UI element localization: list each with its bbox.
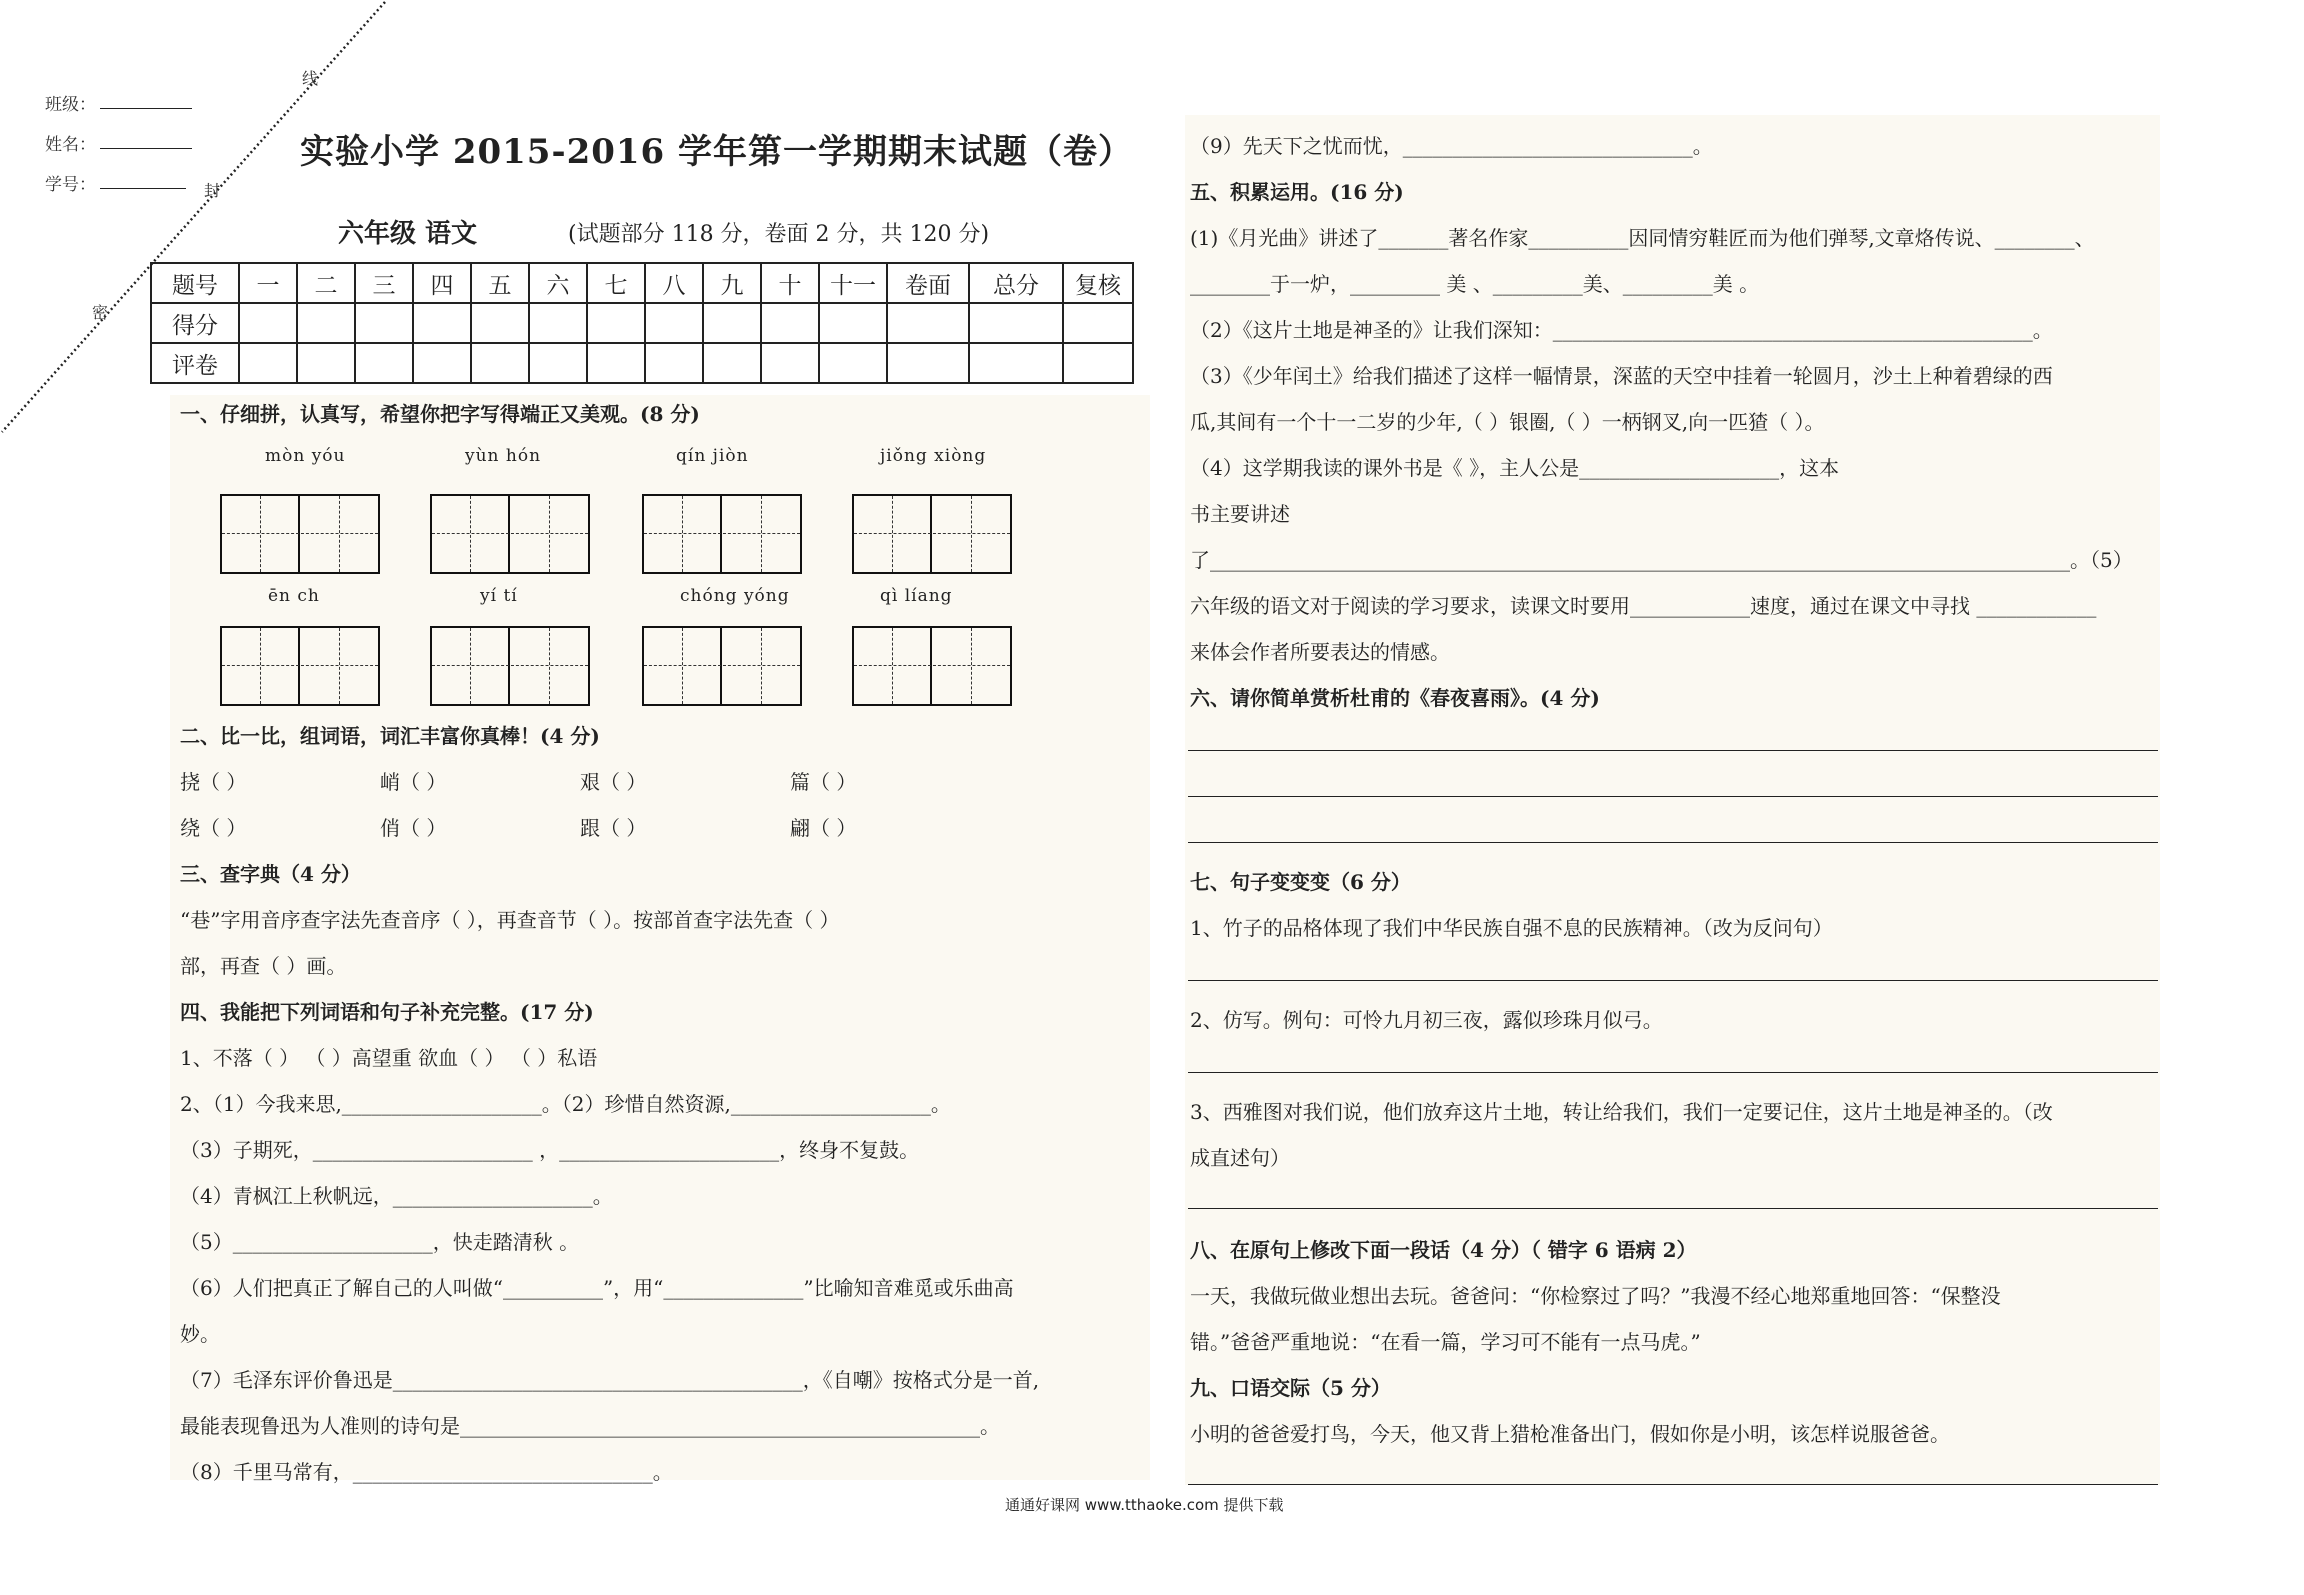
writing-grid[interactable] (852, 494, 1012, 574)
score-header-cell: 十 (761, 263, 819, 303)
fill-in-line[interactable]: 了______________________________________________________________________________________。（5） (1190, 548, 2133, 572)
writing-grid[interactable] (220, 626, 380, 706)
answer-line[interactable] (1188, 1072, 2158, 1073)
seal-char-line: 线 (302, 69, 319, 88)
compare-word[interactable]: 峭（ ） (380, 770, 447, 794)
score-cell[interactable] (413, 303, 471, 343)
question-text: 小明的爸爸爱打鸟，今天，他又背上猎枪准备出门，假如你是小明，该怎样说服爸爸。 (1190, 1422, 1950, 1446)
score-header-cell: 复核 (1063, 263, 1133, 303)
seal-char-seal: 封 (204, 181, 221, 200)
score-cell[interactable] (297, 303, 355, 343)
fill-in-line[interactable]: （5）____________________，快走踏清秋 。 (180, 1230, 580, 1254)
compare-word[interactable]: 跟（ ） (580, 816, 647, 840)
question-text: 成直述句） (1190, 1146, 1290, 1170)
compare-word[interactable]: 艰（ ） (580, 770, 647, 794)
grader-cell[interactable] (587, 343, 645, 383)
paragraph-text[interactable]: 一天，我做玩做业想出去玩。爸爸问：“你检察过了吗？”我漫不经心地郑重地回答：“保整没 (1190, 1284, 2001, 1308)
paragraph-text[interactable]: 错。”爸爸严重地说：“在看一篇，学习可不能有一点马虎。” (1190, 1330, 1701, 1354)
grade-subject: 六年级 语文 (338, 219, 478, 249)
fill-in-line[interactable]: （2）《这片土地是神圣的》让我们深知：________________________________________________。 (1190, 318, 2053, 342)
pinyin-8: qì líang (880, 586, 953, 606)
section-1-title: 一、仔细拼，认真写，希望你把字写得端正又美观。(8 分) (180, 402, 700, 426)
question-text: 3、西雅图对我们说，他们放弃这片土地，转让给我们，我们一定要记住，这片土地是神圣的。（改 (1190, 1100, 2053, 1124)
pinyin-3: qín jiòn (676, 446, 749, 466)
score-cell[interactable] (969, 303, 1063, 343)
fill-in-line[interactable]: （8）千里马常有，______________________________。 (180, 1460, 673, 1484)
grader-cell[interactable] (471, 343, 529, 383)
section-8-title: 八、在原句上修改下面一段话（4 分）（ 错字 6 语病 2） (1190, 1238, 1697, 1262)
writing-grid[interactable] (430, 494, 590, 574)
fill-in-line[interactable]: (1)《月光曲》讲述了_______著名作家__________因同情穷鞋匠而为他们弹琴,文章烙传说、________、 (1190, 226, 2095, 250)
fill-in-line: （3）《少年闰土》给我们描述了这样一幅情景，深蓝的天空中挂着一轮圆月，沙土上种着碧绿的西 (1190, 364, 2053, 388)
fill-in-line[interactable]: （6）人们把真正了解自己的人叫做“__________”，用“______________”比喻知音难觅或乐曲高 (180, 1276, 1014, 1300)
score-header-cell: 二 (297, 263, 355, 303)
fill-in-line[interactable]: ________于一炉，_________ 美 、_________美、_________美 。 (1190, 272, 1760, 296)
score-header-cell: 十一 (819, 263, 887, 303)
score-cell[interactable] (703, 303, 761, 343)
fill-in-line[interactable]: （7）毛泽东评价鲁迅是_________________________________________，《自嘲》按格式分是一首, (180, 1368, 1040, 1392)
compare-word[interactable]: 挠（ ） (180, 770, 247, 794)
fill-in-line[interactable]: （4）青枫江上秋帆远，____________________。 (180, 1184, 613, 1208)
answer-line[interactable] (1188, 796, 2158, 797)
class-label: 班级： (45, 95, 96, 115)
writing-grid[interactable] (430, 626, 590, 706)
fill-in-line[interactable]: 六年级的语文对于阅读的学习要求，读课文时要用____________速度，通过在课文中寻找 ____________ (1190, 594, 2097, 618)
score-row-label: 得分 (151, 303, 239, 343)
dictionary-question[interactable]: 部，再查（ ）画。 (180, 954, 347, 978)
score-header-cell: 九 (703, 263, 761, 303)
grader-cell[interactable] (1063, 343, 1133, 383)
question-text: 1、竹子的品格体现了我们中华民族自强不息的民族精神。（改为反问句） (1190, 916, 1833, 940)
score-cell[interactable] (819, 303, 887, 343)
fill-in-line[interactable]: （3）子期死，______________________ ，______________________，终身不复鼓。 (180, 1138, 920, 1162)
fill-in-line[interactable]: （9）先天下之忧而忧，_____________________________。 (1190, 134, 1713, 158)
grader-cell[interactable] (239, 343, 297, 383)
grader-cell[interactable] (969, 343, 1063, 383)
score-cell[interactable] (645, 303, 703, 343)
compare-word[interactable]: 俏（ ） (380, 816, 447, 840)
grader-row (151, 343, 1133, 383)
score-table-header-row (151, 263, 1133, 303)
writing-grid[interactable] (852, 626, 1012, 706)
fill-in-line[interactable]: 瓜,其间有一个十一二岁的少年,（ ）银圈,（ ）一柄钢叉,向一匹猹（ ）。 (1190, 410, 1825, 434)
compare-word[interactable]: 翩（ ） (790, 816, 857, 840)
section-7-title: 七、句子变变变（6 分） (1190, 870, 1411, 894)
number-label: 学号： (45, 175, 96, 195)
fill-in-line: 书主要讲述 (1190, 502, 1290, 526)
answer-line[interactable] (1188, 980, 2158, 981)
score-header-cell: 一 (239, 263, 297, 303)
compare-word[interactable]: 绕（ ） (180, 816, 247, 840)
score-table (150, 262, 1134, 384)
page-title: 实验小学 2015-2016 学年第一学期期末试题（卷） (300, 132, 1134, 172)
pinyin-7: chóng yóng (680, 586, 790, 606)
answer-line[interactable] (1188, 1484, 2158, 1485)
score-header-cell: 题号 (151, 263, 239, 303)
fill-in-line: 来体会作者所要表达的情感。 (1190, 640, 1450, 664)
score-info: (试题部分 118 分，卷面 2 分，共 120 分) (568, 222, 990, 247)
score-header-cell: 总分 (969, 263, 1063, 303)
score-cell[interactable] (529, 303, 587, 343)
score-cell[interactable] (355, 303, 413, 343)
score-cell[interactable] (587, 303, 645, 343)
answer-line[interactable] (1188, 842, 2158, 843)
grader-cell[interactable] (703, 343, 761, 383)
grader-cell[interactable] (355, 343, 413, 383)
section-3-title: 三、查字典（4 分） (180, 862, 361, 886)
score-header-cell: 六 (529, 263, 587, 303)
score-header-cell: 卷面 (887, 263, 969, 303)
answer-line[interactable] (1188, 1208, 2158, 1209)
section-9-title: 九、口语交际（5 分） (1190, 1376, 1391, 1400)
score-cell[interactable] (239, 303, 297, 343)
section-5-title: 五、积累运用。(16 分) (1190, 180, 1404, 204)
fill-in-line[interactable]: 2、（1）今我来思,____________________。（2）珍惜自然资源,____________________。 (180, 1092, 951, 1116)
grader-cell[interactable] (645, 343, 703, 383)
grader-row-label: 评卷 (151, 343, 239, 383)
fill-in-line[interactable]: （4）这学期我读的课外书是《 》，主人公是____________________，这本 (1190, 456, 1840, 480)
grader-cell[interactable] (297, 343, 355, 383)
section-4-title: 四、我能把下列词语和句子补充完整。(17 分) (180, 1000, 594, 1024)
score-cell[interactable] (761, 303, 819, 343)
score-header-cell: 四 (413, 263, 471, 303)
grader-cell[interactable] (887, 343, 969, 383)
grader-cell[interactable] (413, 343, 471, 383)
score-header-cell: 五 (471, 263, 529, 303)
grader-cell[interactable] (761, 343, 819, 383)
score-header-cell: 三 (355, 263, 413, 303)
question-text: 2、仿写。例句：可怜九月初三夜，露似珍珠月似弓。 (1190, 1008, 1663, 1032)
score-header-cell: 八 (645, 263, 703, 303)
fill-in-line[interactable]: 最能表现鲁迅为人准则的诗句是____________________________________________________。 (180, 1414, 1000, 1438)
compare-word[interactable]: 篇（ ） (790, 770, 857, 794)
pinyin-4: jiǒng xiòng (880, 446, 987, 466)
grader-cell[interactable] (819, 343, 887, 383)
pinyin-1: mòn yóu (265, 446, 346, 466)
score-cell[interactable] (887, 303, 969, 343)
seal-char-secret: 密 (92, 303, 109, 322)
writing-grid[interactable] (642, 626, 802, 706)
score-row (151, 303, 1133, 343)
pinyin-6: yí tí (480, 586, 518, 606)
score-cell[interactable] (471, 303, 529, 343)
section-6-title: 六、请你简单赏析杜甫的《春夜喜雨》。(4 分) (1190, 686, 1600, 710)
fill-in-line: 妙。 (180, 1322, 220, 1346)
section-2-title: 二、比一比，组词语，词汇丰富你真棒！(4 分) (180, 724, 600, 748)
writing-grid[interactable] (642, 494, 802, 574)
score-header-cell: 七 (587, 263, 645, 303)
name-label: 姓名： (45, 135, 96, 155)
pinyin-5: ēn ch (268, 586, 320, 606)
pinyin-2: yùn hón (465, 446, 542, 466)
answer-line[interactable] (1188, 750, 2158, 751)
grader-cell[interactable] (529, 343, 587, 383)
footer-credit: 通通好课网 www.tthaoke.com 提供下载 (1005, 1496, 1284, 1514)
writing-grid[interactable] (220, 494, 380, 574)
score-cell[interactable] (1063, 303, 1133, 343)
fill-in-line[interactable]: 1、不落（ ） （ ）高望重 欲血（ ） （ ）私语 (180, 1046, 598, 1070)
dictionary-question[interactable]: “巷”字用音序查字法先查音序（ ），再查音节（ ）。按部首查字法先查（ ） (180, 908, 840, 932)
